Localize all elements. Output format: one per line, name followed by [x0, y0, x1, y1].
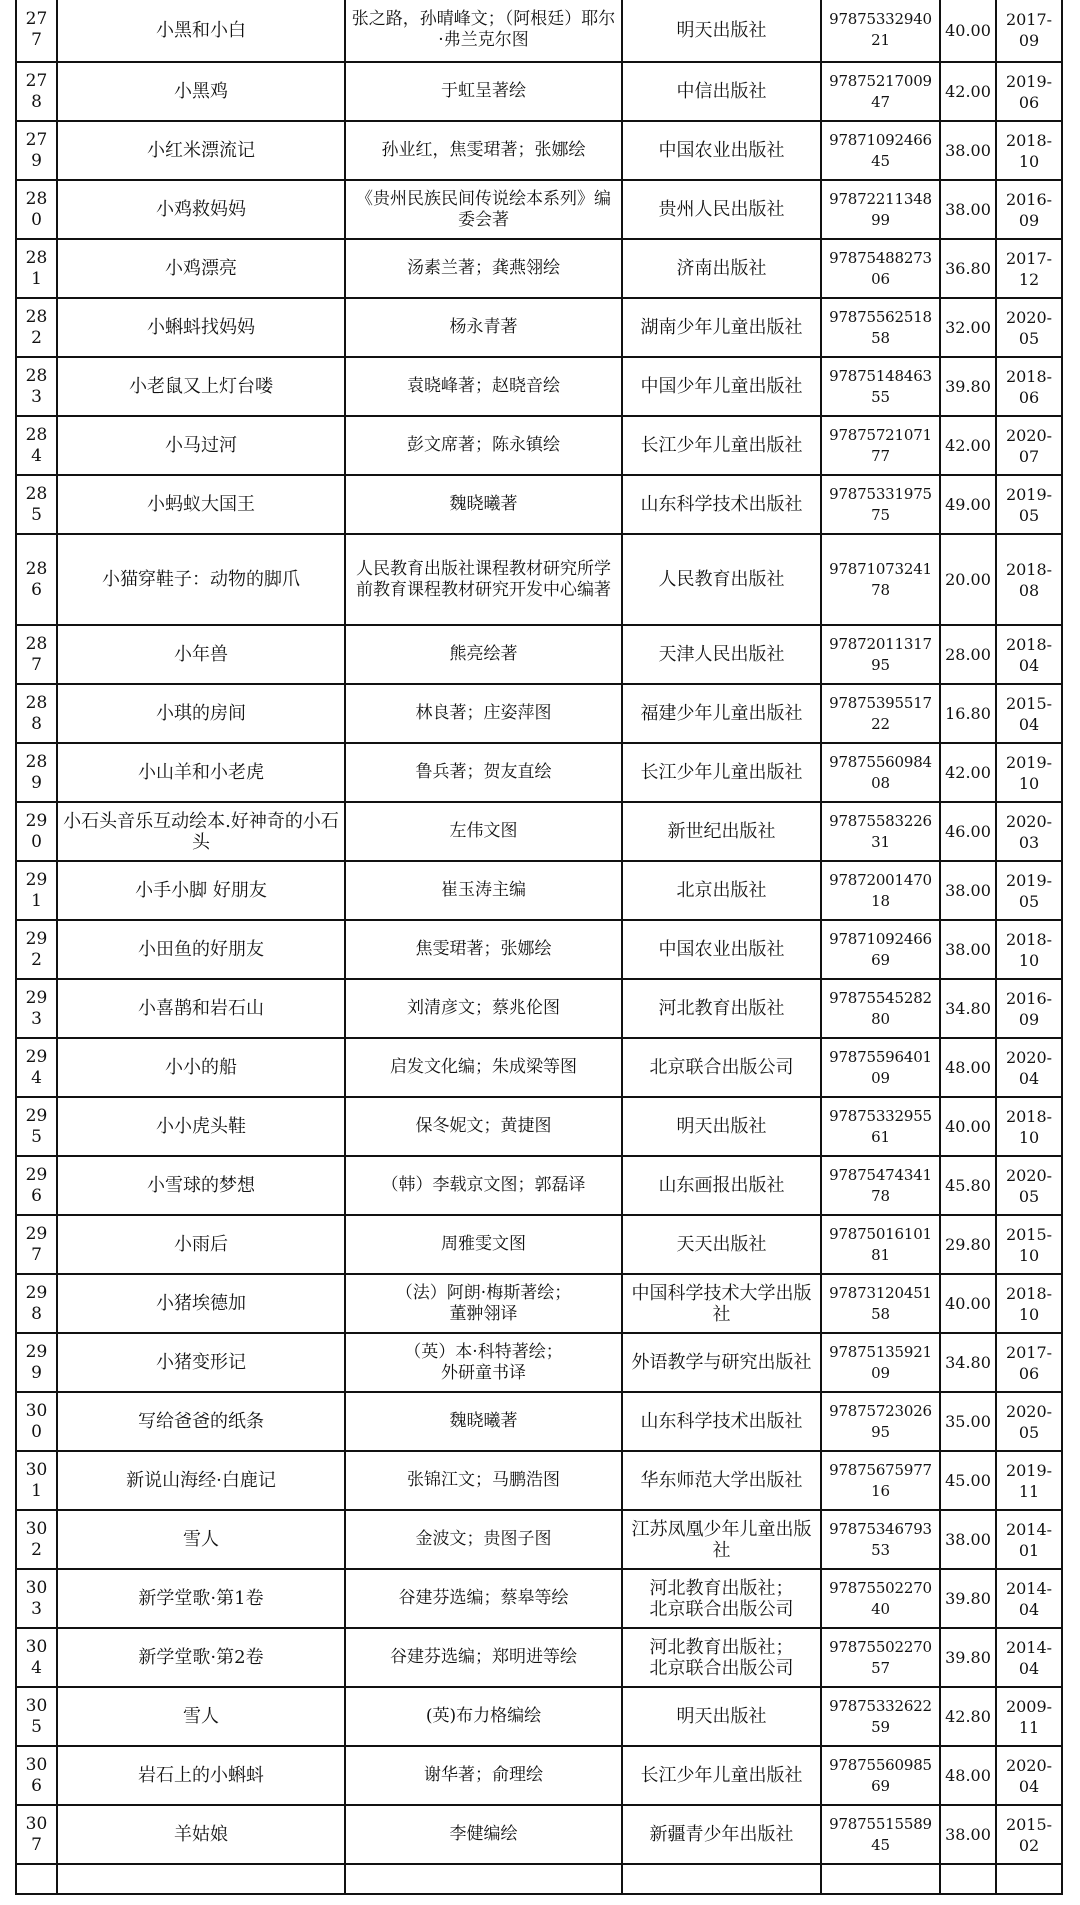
publish-date: 2014-04: [996, 1569, 1062, 1628]
book-publisher: 天天出版社: [622, 1215, 821, 1274]
book-price: 16.80: [940, 684, 996, 743]
book-author: 林良著；庄姿萍图: [345, 684, 622, 743]
book-price: 38.00: [940, 121, 996, 180]
book-title: 小猫穿鞋子：动物的脚爪: [57, 534, 345, 625]
empty-cell: [57, 1864, 345, 1894]
book-price: 48.00: [940, 1746, 996, 1805]
book-title: 小蝌蚪找妈妈: [57, 298, 345, 357]
publish-date: 2015-02: [996, 1805, 1062, 1864]
book-isbn: 9787514846355: [821, 357, 940, 416]
book-price: 38.00: [940, 180, 996, 239]
book-publisher: 湖南少年儿童出版社: [622, 298, 821, 357]
publish-date: 2018-08: [996, 534, 1062, 625]
table-row: [16, 62, 1062, 121]
publish-date: 2020-05: [996, 1156, 1062, 1215]
book-isbn: 9787548827306: [821, 239, 940, 298]
book-title: 岩石上的小蝌蚪: [57, 1746, 345, 1805]
book-price: 40.00: [940, 1097, 996, 1156]
table-body: [16, 0, 1062, 1894]
book-title: 小小虎头鞋: [57, 1097, 345, 1156]
row-number: 283: [16, 357, 57, 416]
book-title: 小石头音乐互动绘本.好神奇的小石头: [57, 802, 345, 861]
publish-date: 2009-11: [996, 1687, 1062, 1746]
book-title: 小山羊和小老虎: [57, 743, 345, 802]
book-price: 45.80: [940, 1156, 996, 1215]
book-isbn: 9787109246645: [821, 121, 940, 180]
publish-date: 2018-06: [996, 357, 1062, 416]
book-publisher: 人民教育出版社: [622, 534, 821, 625]
row-number: 296: [16, 1156, 57, 1215]
book-title: 小手小脚 好朋友: [57, 861, 345, 920]
book-author: （韩）李载京文图；郭磊译: [345, 1156, 622, 1215]
book-publisher: 明天出版社: [622, 0, 821, 62]
table-row: [16, 1687, 1062, 1746]
book-price: 29.80: [940, 1215, 996, 1274]
book-isbn: 9787312045158: [821, 1274, 940, 1333]
book-isbn: 9787547434178: [821, 1156, 940, 1215]
book-title: 小雪球的梦想: [57, 1156, 345, 1215]
row-number: 304: [16, 1628, 57, 1687]
book-publisher: 中国少年儿童出版社: [622, 357, 821, 416]
book-author: 袁晓峰著；赵晓音绘: [345, 357, 622, 416]
row-number: 284: [16, 416, 57, 475]
book-title: 小猪埃德加: [57, 1274, 345, 1333]
row-number: 292: [16, 920, 57, 979]
book-title: 写给爸爸的纸条: [57, 1392, 345, 1451]
book-title: 雪人: [57, 1687, 345, 1746]
publish-date: 2015-10: [996, 1215, 1062, 1274]
book-author: 启发文化编；朱成梁等图: [345, 1038, 622, 1097]
book-isbn: 9787559640109: [821, 1038, 940, 1097]
publish-date: 2014-01: [996, 1510, 1062, 1569]
book-price: 39.80: [940, 1569, 996, 1628]
row-number: 277: [16, 0, 57, 62]
book-author: 焦雯珺著；张娜绘: [345, 920, 622, 979]
table-row-partial: [16, 1864, 1062, 1894]
book-publisher: 山东科学技术出版社: [622, 1392, 821, 1451]
table-row: [16, 534, 1062, 625]
book-author: 谷建芬选编；郑明进等绘: [345, 1628, 622, 1687]
row-number: 297: [16, 1215, 57, 1274]
book-publisher: 中国农业出版社: [622, 121, 821, 180]
book-author: 左伟文图: [345, 802, 622, 861]
table-row: [16, 1392, 1062, 1451]
table-row: [16, 121, 1062, 180]
publish-date: 2016-09: [996, 180, 1062, 239]
publish-date: 2018-10: [996, 121, 1062, 180]
book-author: 鲁兵著；贺友直绘: [345, 743, 622, 802]
book-author: 崔玉涛主编: [345, 861, 622, 920]
book-isbn: 9787200147018: [821, 861, 940, 920]
book-publisher: 中国科学技术大学出版社: [622, 1274, 821, 1333]
book-title: 小鸡漂亮: [57, 239, 345, 298]
book-publisher: 河北教育出版社； 北京联合出版公司: [622, 1628, 821, 1687]
row-number: 279: [16, 121, 57, 180]
publish-date: 2015-04: [996, 684, 1062, 743]
table-row: [16, 743, 1062, 802]
row-number: 286: [16, 534, 57, 625]
book-price: 32.00: [940, 298, 996, 357]
book-isbn: 9787572302695: [821, 1392, 940, 1451]
publish-date: 2017-09: [996, 0, 1062, 62]
publish-date: 2020-03: [996, 802, 1062, 861]
book-title: 雪人: [57, 1510, 345, 1569]
book-publisher: 中国农业出版社: [622, 920, 821, 979]
row-number: 303: [16, 1569, 57, 1628]
book-title: 小猪变形记: [57, 1333, 345, 1392]
table-row: [16, 180, 1062, 239]
publish-date: 2019-10: [996, 743, 1062, 802]
table-row: [16, 1215, 1062, 1274]
book-author: 张锦江文；马鹏浩图: [345, 1451, 622, 1510]
book-author: 于虹呈著绘: [345, 62, 622, 121]
publish-date: 2017-12: [996, 239, 1062, 298]
publish-date: 2020-07: [996, 416, 1062, 475]
table-row: [16, 1805, 1062, 1864]
publish-date: 2020-05: [996, 298, 1062, 357]
table-row: [16, 1274, 1062, 1333]
book-price: 35.00: [940, 1392, 996, 1451]
book-price: 45.00: [940, 1451, 996, 1510]
book-publisher: 华东师范大学出版社: [622, 1451, 821, 1510]
book-list-table: [15, 0, 1063, 1895]
book-price: 38.00: [940, 1510, 996, 1569]
book-price: 42.00: [940, 62, 996, 121]
table-row: [16, 684, 1062, 743]
book-isbn: 9787539551722: [821, 684, 940, 743]
book-price: 38.00: [940, 861, 996, 920]
book-isbn: 9787109246669: [821, 920, 940, 979]
publish-date: 2019-06: [996, 62, 1062, 121]
book-author: 李健编绘: [345, 1805, 622, 1864]
row-number: 300: [16, 1392, 57, 1451]
book-title: 新学堂歌·第2卷: [57, 1628, 345, 1687]
empty-cell: [940, 1864, 996, 1894]
publish-date: 2020-04: [996, 1746, 1062, 1805]
row-number: 278: [16, 62, 57, 121]
book-author: 彭文席著；陈永镇绘: [345, 416, 622, 475]
table-row: [16, 979, 1062, 1038]
book-price: 39.80: [940, 1628, 996, 1687]
book-isbn: 9787558322631: [821, 802, 940, 861]
book-author: 魏晓曦著: [345, 475, 622, 534]
row-number: 289: [16, 743, 57, 802]
book-isbn: 9787533262259: [821, 1687, 940, 1746]
book-isbn: 9787521700947: [821, 62, 940, 121]
book-publisher: 天津人民出版社: [622, 625, 821, 684]
book-publisher: 江苏凤凰少年儿童出版社: [622, 1510, 821, 1569]
book-author: 张之路，孙晴峰文；（阿根廷）耶尔·弗兰克尔图: [345, 0, 622, 62]
book-publisher: 新疆青少年出版社: [622, 1805, 821, 1864]
book-isbn: 9787572107177: [821, 416, 940, 475]
publish-date: 2019-11: [996, 1451, 1062, 1510]
book-isbn: 9787201131795: [821, 625, 940, 684]
table-row: [16, 1097, 1062, 1156]
book-publisher: 长江少年儿童出版社: [622, 1746, 821, 1805]
empty-cell: [16, 1864, 57, 1894]
book-title: 小老鼠又上灯台喽: [57, 357, 345, 416]
book-author: 周雅雯文图: [345, 1215, 622, 1274]
row-number: 288: [16, 684, 57, 743]
book-title: 小年兽: [57, 625, 345, 684]
table-row: [16, 625, 1062, 684]
book-title: 小田鱼的好朋友: [57, 920, 345, 979]
book-isbn: 9787107324178: [821, 534, 940, 625]
book-isbn: 9787513592109: [821, 1333, 940, 1392]
book-title: 小黑鸡: [57, 62, 345, 121]
book-isbn: 9787550227040: [821, 1569, 940, 1628]
book-author: 谷建芬选编；蔡皋等绘: [345, 1569, 622, 1628]
table-row: [16, 1746, 1062, 1805]
book-title: 小喜鹊和岩石山: [57, 979, 345, 1038]
table-row: [16, 416, 1062, 475]
book-price: 20.00: [940, 534, 996, 625]
publish-date: 2019-05: [996, 861, 1062, 920]
book-author: 杨永青著: [345, 298, 622, 357]
book-isbn: 9787567597716: [821, 1451, 940, 1510]
book-price: 38.00: [940, 1805, 996, 1864]
book-price: 39.80: [940, 357, 996, 416]
book-isbn: 9787533294021: [821, 0, 940, 62]
row-number: 305: [16, 1687, 57, 1746]
book-author: 人民教育出版社课程教材研究所学前教育课程教材研究开发中心编著: [345, 534, 622, 625]
book-publisher: 北京出版社: [622, 861, 821, 920]
book-price: 34.80: [940, 979, 996, 1038]
book-isbn: 9787556098408: [821, 743, 940, 802]
table-row: [16, 861, 1062, 920]
book-price: 40.00: [940, 0, 996, 62]
book-publisher: 新世纪出版社: [622, 802, 821, 861]
book-title: 羊姑娘: [57, 1805, 345, 1864]
book-price: 38.00: [940, 920, 996, 979]
book-author: (英)布力格编绘: [345, 1687, 622, 1746]
publish-date: 2014-04: [996, 1628, 1062, 1687]
book-price: 42.00: [940, 743, 996, 802]
book-author: 金波文；贵图子图: [345, 1510, 622, 1569]
book-publisher: 济南出版社: [622, 239, 821, 298]
row-number: 290: [16, 802, 57, 861]
table-row: [16, 1628, 1062, 1687]
row-number: 281: [16, 239, 57, 298]
row-number: 291: [16, 861, 57, 920]
book-author: 熊亮绘著: [345, 625, 622, 684]
table-row: [16, 1038, 1062, 1097]
book-publisher: 中信出版社: [622, 62, 821, 121]
book-title: 小马过河: [57, 416, 345, 475]
empty-cell: [996, 1864, 1062, 1894]
book-isbn: 9787554528280: [821, 979, 940, 1038]
book-publisher: 山东科学技术出版社: [622, 475, 821, 534]
book-isbn: 9787533197575: [821, 475, 940, 534]
table-row: [16, 1510, 1062, 1569]
book-price: 34.80: [940, 1333, 996, 1392]
book-author: 刘清彦文；蔡兆伦图: [345, 979, 622, 1038]
book-title: 小琪的房间: [57, 684, 345, 743]
row-number: 306: [16, 1746, 57, 1805]
book-title: 小鸡救妈妈: [57, 180, 345, 239]
book-title: 小黑和小白: [57, 0, 345, 62]
row-number: 295: [16, 1097, 57, 1156]
empty-cell: [821, 1864, 940, 1894]
book-publisher: 长江少年儿童出版社: [622, 416, 821, 475]
row-number: 298: [16, 1274, 57, 1333]
book-author: 《贵州民族民间传说绘本系列》编委会著: [345, 180, 622, 239]
publish-date: 2018-10: [996, 1097, 1062, 1156]
book-author: 魏晓曦著: [345, 1392, 622, 1451]
table-row: [16, 920, 1062, 979]
table-row: [16, 475, 1062, 534]
book-title: 小雨后: [57, 1215, 345, 1274]
publish-date: 2018-04: [996, 625, 1062, 684]
table-row: [16, 1451, 1062, 1510]
book-publisher: 北京联合出版公司: [622, 1038, 821, 1097]
book-title: 新学堂歌·第1卷: [57, 1569, 345, 1628]
book-list-sheet: [15, 0, 1061, 1895]
row-number: 282: [16, 298, 57, 357]
row-number: 301: [16, 1451, 57, 1510]
row-number: 307: [16, 1805, 57, 1864]
book-title: 小红米漂流记: [57, 121, 345, 180]
book-author: 谢华著；俞理绘: [345, 1746, 622, 1805]
table-row: [16, 802, 1062, 861]
book-isbn: 9787501610181: [821, 1215, 940, 1274]
row-number: 287: [16, 625, 57, 684]
publish-date: 2019-05: [996, 475, 1062, 534]
row-number: 293: [16, 979, 57, 1038]
book-publisher: 明天出版社: [622, 1687, 821, 1746]
publish-date: 2018-10: [996, 1274, 1062, 1333]
book-publisher: 明天出版社: [622, 1097, 821, 1156]
book-publisher: 长江少年儿童出版社: [622, 743, 821, 802]
book-title: 新说山海经·白鹿记: [57, 1451, 345, 1510]
book-author: 保冬妮文；黄捷图: [345, 1097, 622, 1156]
publish-date: 2020-05: [996, 1392, 1062, 1451]
book-price: 36.80: [940, 239, 996, 298]
book-isbn: 9787534679353: [821, 1510, 940, 1569]
empty-cell: [622, 1864, 821, 1894]
table-row: [16, 1333, 1062, 1392]
book-price: 48.00: [940, 1038, 996, 1097]
table-row: [16, 0, 1062, 62]
book-publisher: 河北教育出版社； 北京联合出版公司: [622, 1569, 821, 1628]
book-isbn: 9787551558945: [821, 1805, 940, 1864]
table-row: [16, 239, 1062, 298]
book-price: 42.80: [940, 1687, 996, 1746]
book-publisher: 外语教学与研究出版社: [622, 1333, 821, 1392]
book-author: 孙业红，焦雯珺著；张娜绘: [345, 121, 622, 180]
book-title: 小小的船: [57, 1038, 345, 1097]
book-isbn: 9787556098569: [821, 1746, 940, 1805]
book-price: 49.00: [940, 475, 996, 534]
book-author: （英）本·科特著绘； 外研童书译: [345, 1333, 622, 1392]
book-publisher: 山东画报出版社: [622, 1156, 821, 1215]
empty-cell: [345, 1864, 622, 1894]
table-row: [16, 357, 1062, 416]
book-author: （法）阿朗·梅斯著绘； 董翀翎译: [345, 1274, 622, 1333]
table-row: [16, 1569, 1062, 1628]
book-publisher: 河北教育出版社: [622, 979, 821, 1038]
row-number: 280: [16, 180, 57, 239]
book-title: 小蚂蚁大国王: [57, 475, 345, 534]
book-isbn: 9787221134899: [821, 180, 940, 239]
row-number: 299: [16, 1333, 57, 1392]
publish-date: 2020-04: [996, 1038, 1062, 1097]
book-isbn: 9787533295561: [821, 1097, 940, 1156]
row-number: 285: [16, 475, 57, 534]
book-price: 28.00: [940, 625, 996, 684]
book-isbn: 9787556251858: [821, 298, 940, 357]
table-row: [16, 298, 1062, 357]
table-row: [16, 1156, 1062, 1215]
book-price: 40.00: [940, 1274, 996, 1333]
book-price: 42.00: [940, 416, 996, 475]
book-publisher: 福建少年儿童出版社: [622, 684, 821, 743]
publish-date: 2018-10: [996, 920, 1062, 979]
book-isbn: 9787550227057: [821, 1628, 940, 1687]
publish-date: 2017-06: [996, 1333, 1062, 1392]
row-number: 294: [16, 1038, 57, 1097]
book-author: 汤素兰著；龚燕翎绘: [345, 239, 622, 298]
book-publisher: 贵州人民出版社: [622, 180, 821, 239]
row-number: 302: [16, 1510, 57, 1569]
book-price: 46.00: [940, 802, 996, 861]
publish-date: 2016-09: [996, 979, 1062, 1038]
